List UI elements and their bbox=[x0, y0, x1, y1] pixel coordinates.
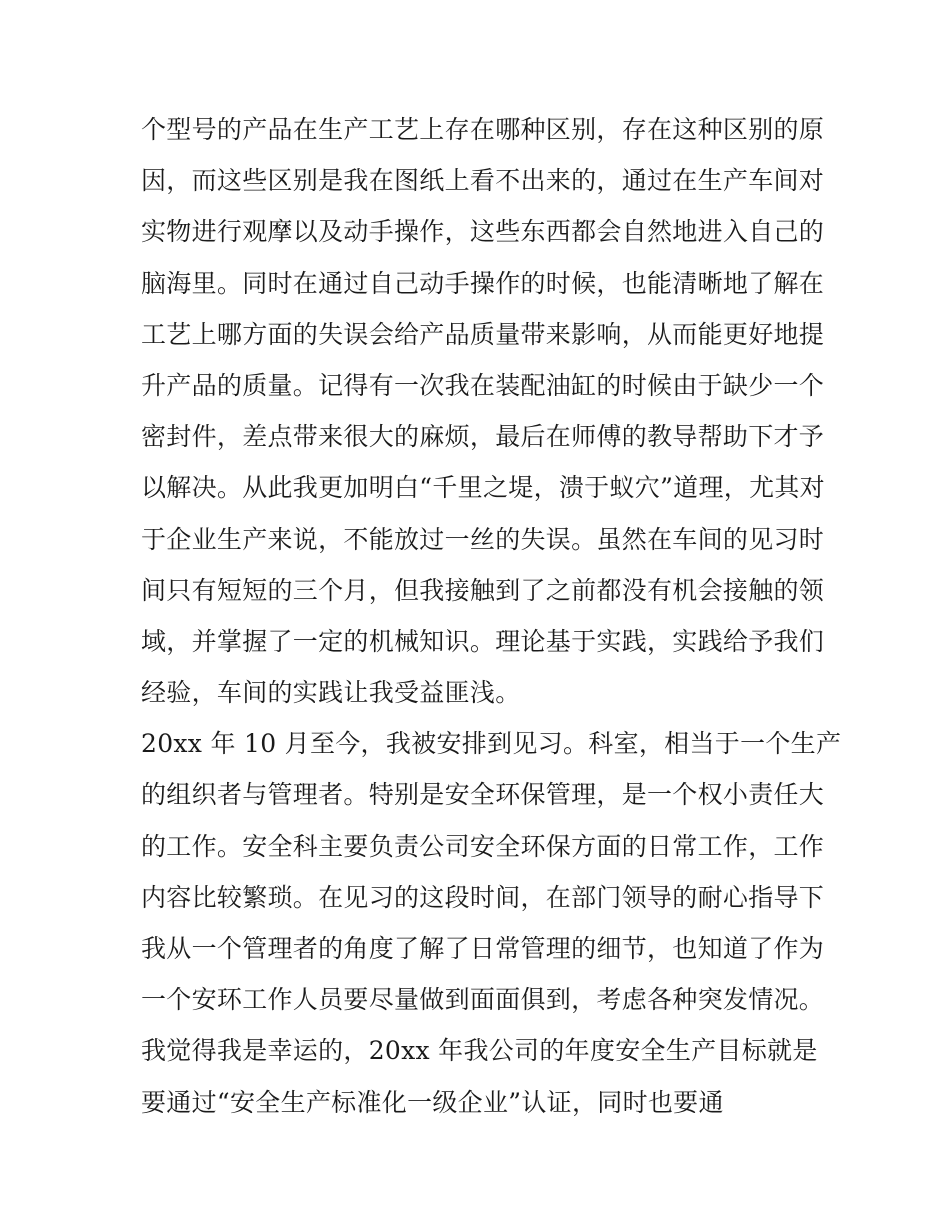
text-line: 内容比较繁琐。在见习的这段时间，在部门领导的耐心指导下 bbox=[141, 882, 825, 912]
text-line: 一个安环工作人员要尽量做到面面俱到，考虑各种突发情况。 bbox=[141, 985, 825, 1015]
text-line: 我从一个管理者的角度了解了日常管理的细节，也知道了作为 bbox=[141, 934, 825, 963]
text-line: 间只有短短的三个月，但我接触到了之前都没有机会接触的领 bbox=[141, 575, 825, 605]
text-line: 实物进行观摩以及动手操作，这些东西都会自然地进入自己的 bbox=[141, 217, 825, 247]
text-line: 经验，车间的实践让我受益匪浅。 bbox=[141, 678, 521, 708]
text-line: 工艺上哪方面的失误会给产品质量带来影响，从而能更好地提 bbox=[141, 319, 825, 349]
text-line: 域，并掌握了一定的机械知识。理论基于实践，实践给予我们 bbox=[141, 626, 825, 656]
text-line: 于企业生产来说，不能放过一丝的失误。虽然在车间的见习时 bbox=[141, 524, 825, 554]
text-line: 我觉得我是幸运的，20xx 年我公司的年度安全生产目标就是 bbox=[141, 1036, 818, 1066]
text-line: 因，而这些区别是我在图纸上看不出来的，通过在生产车间对 bbox=[141, 166, 825, 196]
text-line: 升产品的质量。记得有一次我在装配油缸的时候由于缺少一个 bbox=[141, 370, 825, 400]
text-line: 密封件，差点带来很大的麻烦，最后在师傅的教导帮助下才予 bbox=[141, 422, 825, 452]
text-line: 20xx 年 10 月至今，我被安排到见习。科室，相当于一个生产 bbox=[141, 729, 842, 759]
text-line: 的工作。安全科主要负责公司安全环保方面的日常工作，工作 bbox=[141, 831, 825, 861]
text-line: 的组织者与管理者。特别是安全环保管理，是一个权小责任大 bbox=[141, 780, 825, 810]
text-line: 脑海里。同时在通过自己动手操作的时候，也能清晰地了解在 bbox=[141, 268, 825, 298]
body-text bbox=[141, 104, 842, 1128]
text-line: 个型号的产品在生产工艺上存在哪种区别，存在这种区别的原 bbox=[141, 115, 825, 144]
text-line: 要通过“安全生产标准化一级企业”认证，同时也要通 bbox=[141, 1087, 724, 1117]
text-line: 以解决。从此我更加明白“千里之堤，溃于蚁穴”道理，尤其对 bbox=[141, 473, 825, 503]
